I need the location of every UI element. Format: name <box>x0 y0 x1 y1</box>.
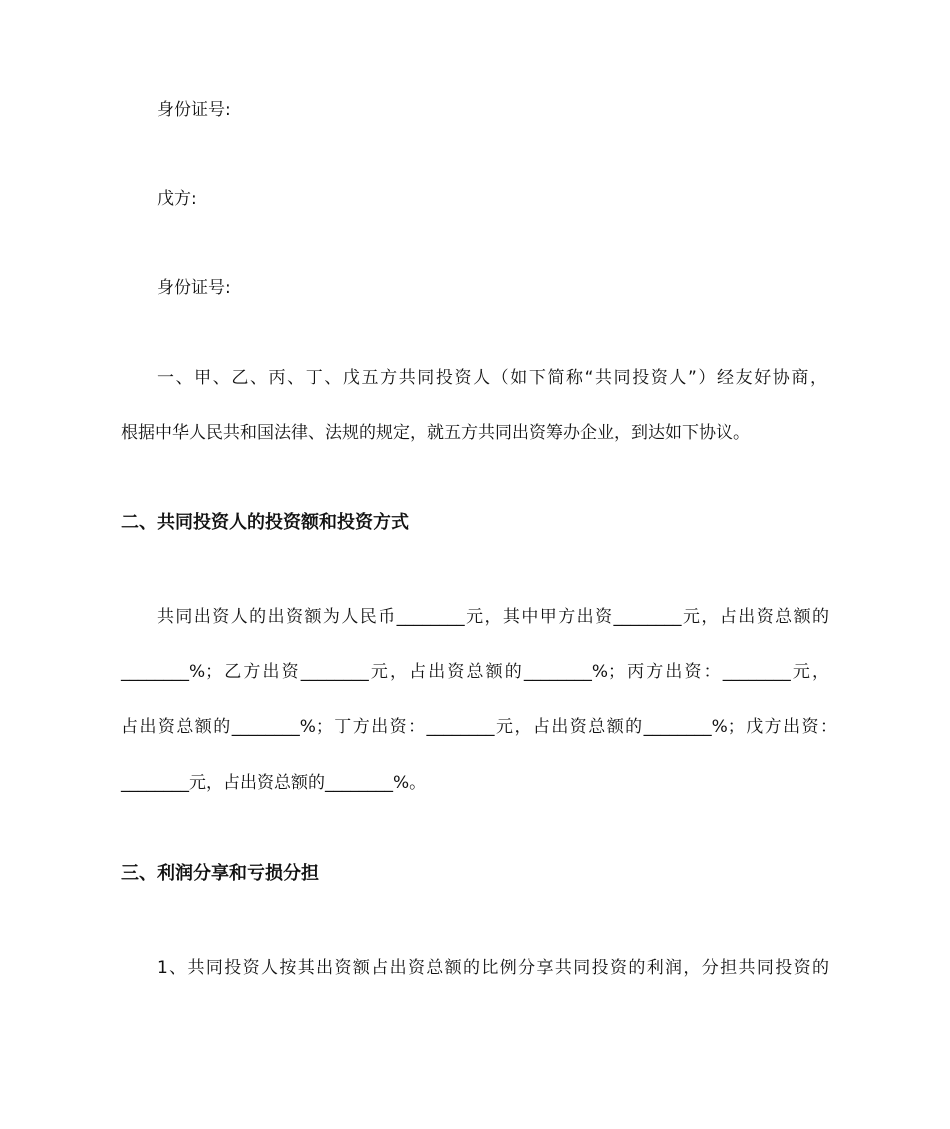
paragraph-text: 共同出资人的出资额为人民币________元，其中甲方出资________元，占出资总额的 <box>157 607 829 627</box>
section-1-paragraph-line-1 <box>0 366 950 390</box>
section-3-heading: 三、利润分享和亏损分担 <box>121 863 319 884</box>
investment-paragraph-line-3 <box>0 715 950 739</box>
id-number-label-2: 身份证号: <box>157 278 231 298</box>
section-1-paragraph-line-2: 根据中华人民共和国法律、法规的规定，就五方共同出资筹办企业，到达如下协议。 <box>121 423 750 443</box>
paragraph-text: 一、甲、乙、丙、丁、戊五方共同投资人（如下简称“共同投资人”）经友好协商， <box>157 368 827 388</box>
party-wu-label: 戊方: <box>157 189 197 209</box>
investment-paragraph-line-4: ________元，占出资总额的________%。 <box>121 773 427 793</box>
paragraph-text: 占出资总额的________%；丁方出资：________元，占出资总额的________%；戊方出资： <box>121 717 837 737</box>
investment-paragraph-line-2 <box>0 660 950 684</box>
investment-paragraph-line-1 <box>0 605 950 629</box>
id-number-label-1: 身份证号: <box>157 100 231 120</box>
paragraph-text: ________%；乙方出资________元，占出资总额的________%；丙方出资：________元， <box>121 662 829 682</box>
section-2-heading: 二、共同投资人的投资额和投资方式 <box>121 512 409 533</box>
paragraph-text: 1、共同投资人按其出资额占出资总额的比例分享共同投资的利润，分担共同投资的 <box>157 958 829 978</box>
profit-paragraph-line-1 <box>0 956 950 980</box>
